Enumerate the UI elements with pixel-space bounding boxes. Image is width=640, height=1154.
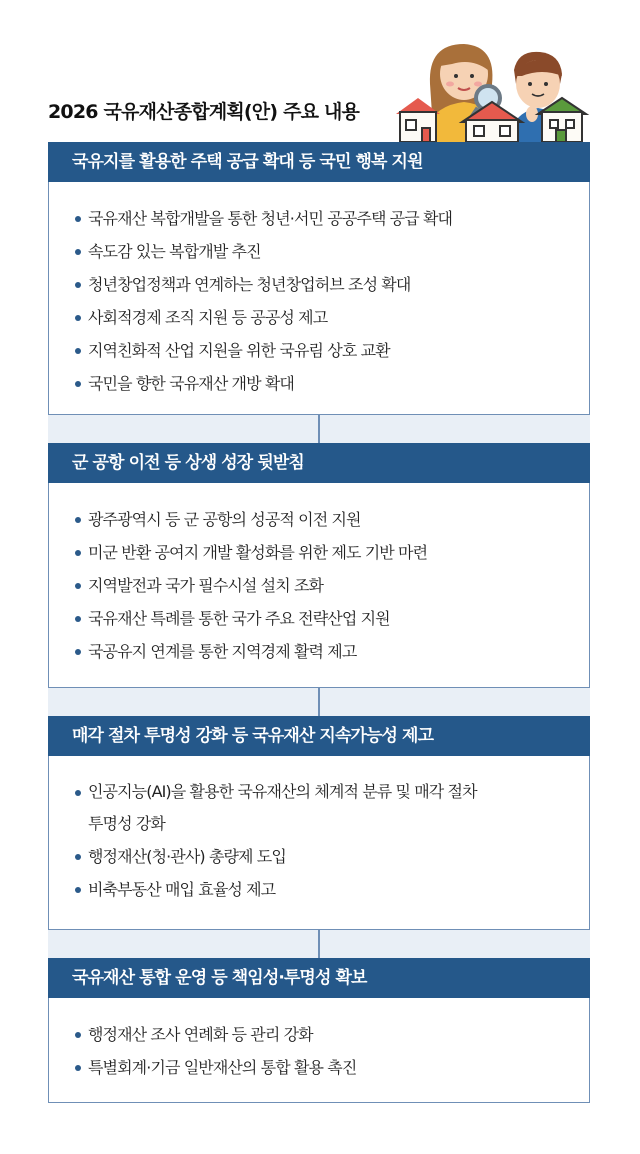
bullet-icon — [75, 517, 81, 523]
list-item: 인공지능(AI)을 활용한 국유재산의 체계적 분류 및 매각 절차 투명성 강화 — [73, 776, 493, 840]
bullet-icon — [75, 249, 81, 255]
section-title: 매각 절차 투명성 강화 등 국유재산 지속가능성 제고 — [48, 716, 590, 756]
section-sale-transparency — [48, 716, 590, 930]
list-item: 행정재산(청·관사) 총량제 도입 — [73, 840, 573, 873]
section-title: 국유재산 통합 운영 등 책임성·투명성 확보 — [48, 958, 590, 998]
list-item: 광주광역시 등 군 공항의 성공적 이전 지원 — [73, 503, 573, 536]
section-title: 국유지를 활용한 주택 공급 확대 등 국민 행복 지원 — [48, 142, 590, 182]
list-item: 지역친화적 산업 지원을 위한 국유림 상호 교환 — [73, 334, 573, 367]
page-title: 2026 국유재산종합계획(안) 주요 내용 — [48, 101, 360, 123]
list-item: 비축부동산 매입 효율성 제고 — [73, 873, 573, 906]
bullet-icon — [75, 550, 81, 556]
list-item: 사회적경제 조직 지원 등 공공성 제고 — [73, 301, 573, 334]
section-body — [48, 756, 590, 930]
list-item: 국유재산 특례를 통한 국가 주요 전략산업 지원 — [73, 602, 573, 635]
bullet-icon — [75, 348, 81, 354]
bullet-icon — [75, 282, 81, 288]
list-item: 청년창업정책과 연계하는 청년창업허브 조성 확대 — [73, 268, 573, 301]
section-airport-relocation — [48, 443, 590, 688]
bullet-icon — [75, 1032, 81, 1038]
connector-line — [318, 930, 320, 958]
bullet-icon — [75, 854, 81, 860]
list-item: 미군 반환 공여지 개발 활성화를 위한 제도 기반 마련 — [73, 536, 573, 569]
list-item: 속도감 있는 복합개발 추진 — [73, 235, 573, 268]
connector-line — [318, 688, 320, 716]
list-item: 국민을 향한 국유재산 개방 확대 — [73, 367, 573, 400]
bullet-icon — [75, 1065, 81, 1071]
section-body — [48, 483, 590, 688]
list-item: 지역발전과 국가 필수시설 설치 조화 — [73, 569, 573, 602]
section-integrated-operation — [48, 958, 590, 1103]
section-housing-supply — [48, 142, 590, 415]
bullet-icon — [75, 583, 81, 589]
bullet-icon — [75, 649, 81, 655]
bullet-icon — [75, 216, 81, 222]
list-item: 특별회계·기금 일반재산의 통합 활용 촉진 — [73, 1051, 573, 1084]
bullet-icon — [75, 887, 81, 893]
list-item: 국공유지 연계를 통한 지역경제 활력 제고 — [73, 635, 573, 668]
section-body — [48, 182, 590, 415]
bullet-icon — [75, 381, 81, 387]
connector-line — [318, 415, 320, 443]
bullet-icon — [75, 790, 81, 796]
bullet-icon — [75, 616, 81, 622]
bullet-icon — [75, 315, 81, 321]
section-body — [48, 998, 590, 1103]
people-houses-illustration — [392, 36, 592, 142]
list-item: 국유재산 복합개발을 통한 청년·서민 공공주택 공급 확대 — [73, 202, 573, 235]
list-item: 행정재산 조사 연례화 등 관리 강화 — [73, 1018, 573, 1051]
section-title: 군 공항 이전 등 상생 성장 뒷받침 — [48, 443, 590, 483]
